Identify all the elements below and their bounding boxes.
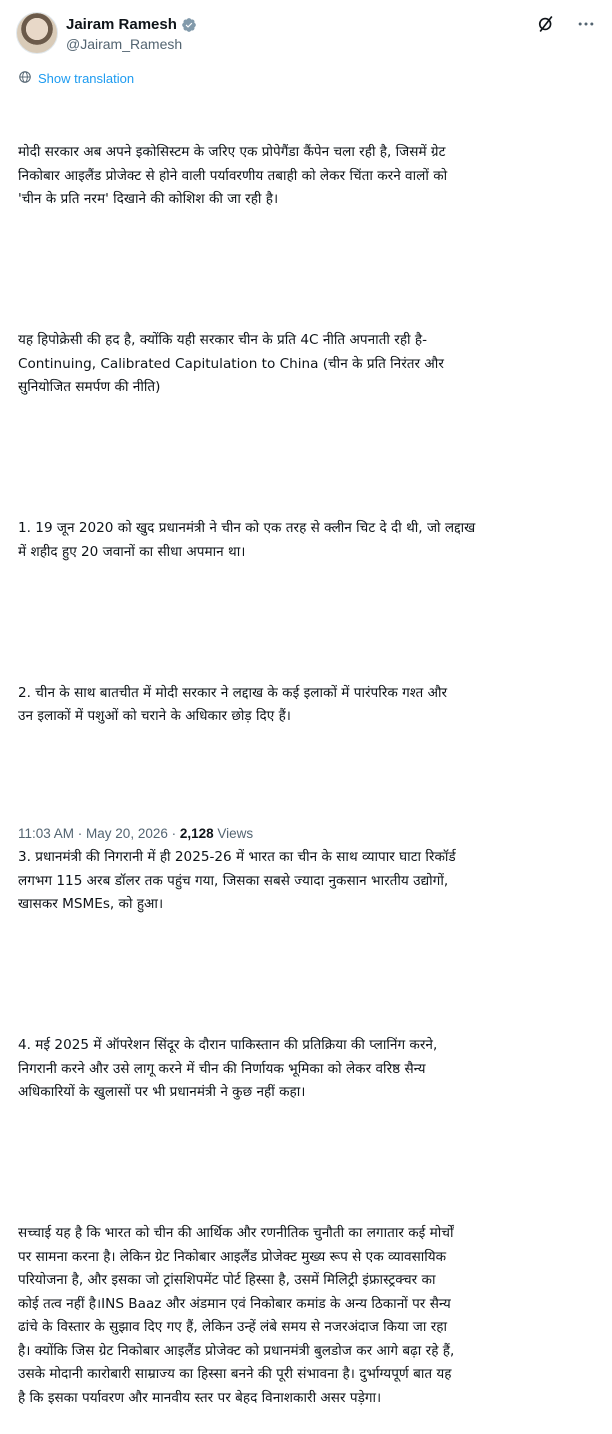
tweet-paragraph: 2. चीन के साथ बातचीत में मोदी सरकार ने लद्दाख के कई इलाकों में पारंपरिक गश्त और उन इलाकों में पशुओं को चराने के अधिकार छोड़ दिए हैं। <box>18 684 448 724</box>
show-translation-label[interactable]: Show translation <box>38 71 135 86</box>
avatar[interactable] <box>16 12 58 54</box>
author-display-name[interactable]: Jairam Ramesh <box>66 16 177 33</box>
tweet-paragraph: 3. प्रधानमंत्री की निगरानी में ही 2025-26 में भारत का चीन के साथ व्यापार घाटा रिकॉर्ड लगभग 115 अरब डॉलर तक पहुंच गया, जिसका सबसे ज्यादा नुकसान भारतीय उद्योगों, खासकर MSMEs, को हुआ। <box>18 849 456 912</box>
tweet-paragraph: सच्चाई यह है कि भारत को चीन की आर्थिक और रणनीतिक चुनौती का लगातार कई मोर्चों पर सामना करना है। लेकिन ग्रेट निकोबार आइलैंड प्रोजेक्ट मुख्य रूप से एक व्यावसायिक परियोजना है, और इसका जो ट्रांसशिपमेंट पोर्ट हिस्सा है, उसमें मिलिट्री इंफ्रास्ट्रक्चर का कोई तत्व नहीं है।INS Baaz और अंडमान एवं निकोबार कमांड के अन्य ठिकानों पर सैन्य ढांचे के विस्तार के सुझाव दिए गए हैं, लेकिन उन्हें लंबे समय से नजरअंदाज किया जा रहा है। क्योंकि जिस ग्रेट निकोबार आइलैंड प्रोजेक्ट को प्रधानमंत्री बुलडोज कर आगे बढ़ा रहे हैं, उसके मोदानी कारोबारी साम्राज्य का हिस्सा बनने की पूरी संभावना है। दुर्भाग्यपूर्ण बात यह है कि इसका पर्यावरण और मानवीय स्तर पर बेहद विनाशकारी असर पड़ेगा। <box>18 1225 455 1406</box>
meta-separator: · <box>74 826 87 841</box>
header-actions <box>536 14 596 34</box>
verified-badge-icon <box>181 17 197 33</box>
tweet-header <box>16 12 596 60</box>
grok-icon[interactable] <box>536 14 556 34</box>
tweet-paragraph: मोदी सरकार अब अपने इकोसिस्टम के जरिए एक प्रोपेगैंडा कैंपेन चला रही है, जिसमें ग्रेट निकोबार आइलैंड प्रोजेक्ट से होने वाली पर्यावरणीय तबाही को लेकर चिंता करने वालों को 'चीन के प्रति नरम' दिखाने की कोशिश की जा रही है। <box>18 144 448 207</box>
show-translation-link[interactable] <box>18 70 134 87</box>
tweet-text <box>18 94 590 1434</box>
meta-separator: · <box>167 826 180 841</box>
globe-icon <box>18 70 32 87</box>
tweet-time[interactable]: 11:03 AM <box>18 826 75 841</box>
tweet-meta <box>18 826 253 841</box>
tweet-date[interactable]: May 20, 2026 <box>86 826 168 841</box>
author-name-row[interactable] <box>66 15 197 34</box>
views-label: Views <box>213 826 254 841</box>
views-count: 2,128 <box>179 826 214 841</box>
tweet-paragraph: 4. मई 2025 में ऑपरेशन सिंदूर के दौरान पाकिस्तान की प्रतिक्रिया की प्लानिंग करने, निगरानी करने और उसे लागू करने में चीन की निर्णायक भूमिका को लेकर वरिष्ठ सैन्य अधिकारियों के खुलासों पर भी प्रधानमंत्री ने कुछ नहीं कहा। <box>18 1037 438 1100</box>
author-block <box>66 14 197 54</box>
more-icon[interactable] <box>576 14 596 34</box>
tweet-paragraph: 1. 19 जून 2020 को खुद प्रधानमंत्री ने चीन को एक तरह से क्लीन चिट दे दी थी, जो लद्दाख में शहीद हुए 20 जवानों का सीधा अपमान था। <box>18 520 476 560</box>
author-handle[interactable]: @Jairam_Ramesh <box>66 36 183 52</box>
tweet-paragraph: यह हिपोक्रेसी की हद है, क्योंकि यही सरकार चीन के प्रति 4C नीति अपनाती रही है- Continuing, Calibrated Capitulation to China (चीन के प्रति निरंतर और सुनियोजित समर्पण की नीति) <box>18 332 444 395</box>
